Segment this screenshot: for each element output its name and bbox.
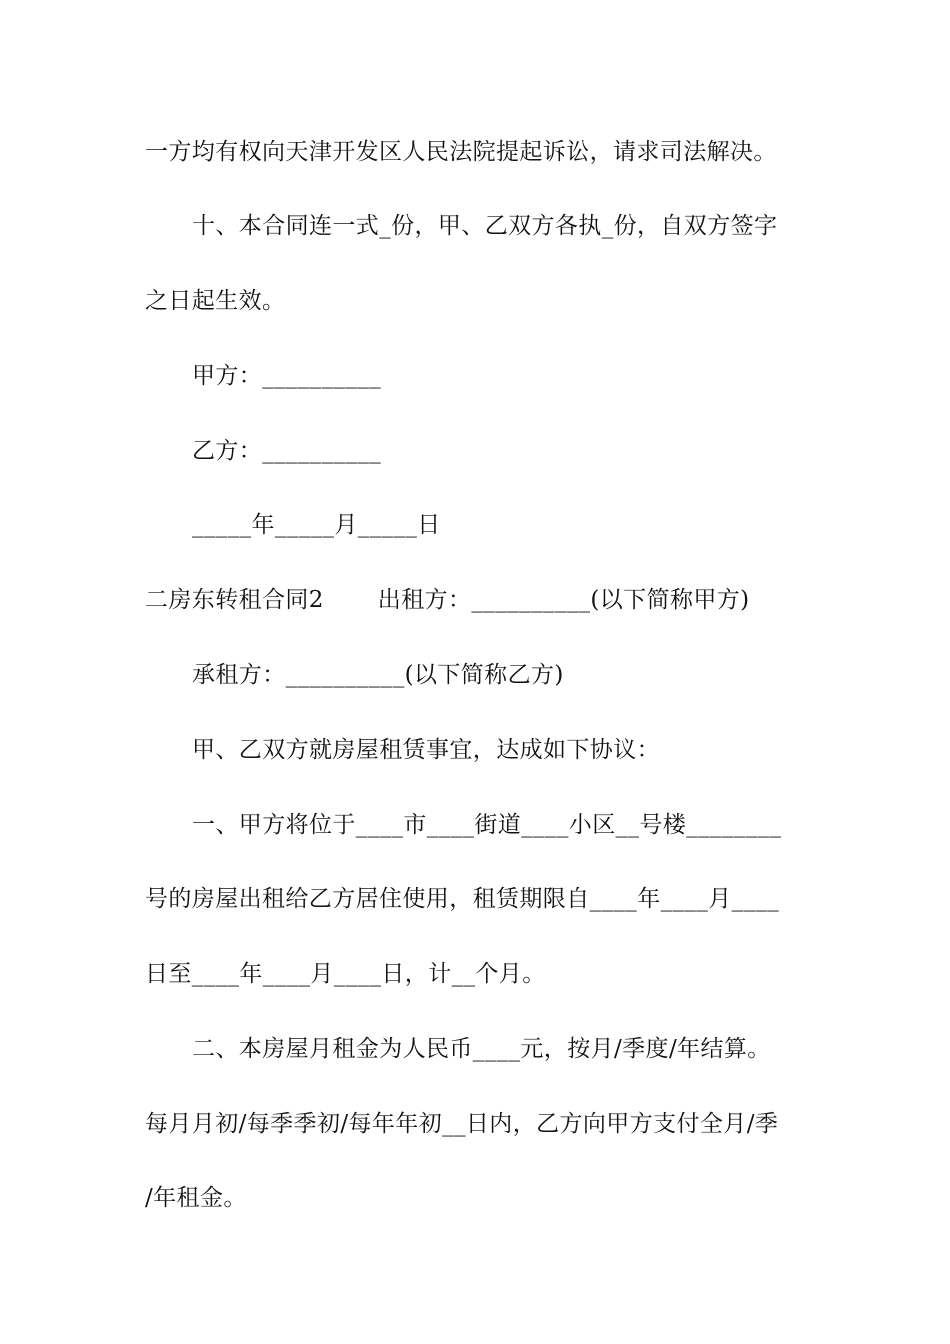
- text-line: 日至____年____月____日，计__个月。: [145, 961, 546, 987]
- text-line: 号的房屋出租给乙方居住使用，租赁期限自____年____月____: [145, 886, 780, 912]
- signature-line-party-a: 甲方：__________: [192, 363, 382, 389]
- text-line: 承租方：__________(以下简称乙方): [192, 662, 564, 688]
- contract-title-line: 二房东转租合同2 出租方：__________(以下简称甲方): [145, 587, 750, 613]
- text-line: 十、本合同连一式_份，甲、乙双方各执_份，自双方签字: [192, 213, 778, 239]
- signature-line-party-b: 乙方：__________: [192, 438, 382, 464]
- text-line: 二、本房屋月租金为人民币____元，按月/季度/年结算。: [192, 1036, 771, 1062]
- text-line: 一方均有权向天津开发区人民法院提起诉讼，请求司法解决。: [145, 139, 777, 165]
- date-line: _____年_____月_____日: [192, 512, 441, 538]
- text-line: 之日起生效。: [145, 288, 286, 314]
- text-line: 甲、乙双方就房屋租赁事宜，达成如下协议：: [192, 737, 660, 763]
- text-line: /年租金。: [145, 1185, 247, 1211]
- text-line: 一、甲方将位于____市____街道____小区__号楼________: [192, 812, 782, 838]
- text-line: 每月月初/每季季初/每年年初__日内，乙方向甲方支付全月/季: [145, 1111, 779, 1137]
